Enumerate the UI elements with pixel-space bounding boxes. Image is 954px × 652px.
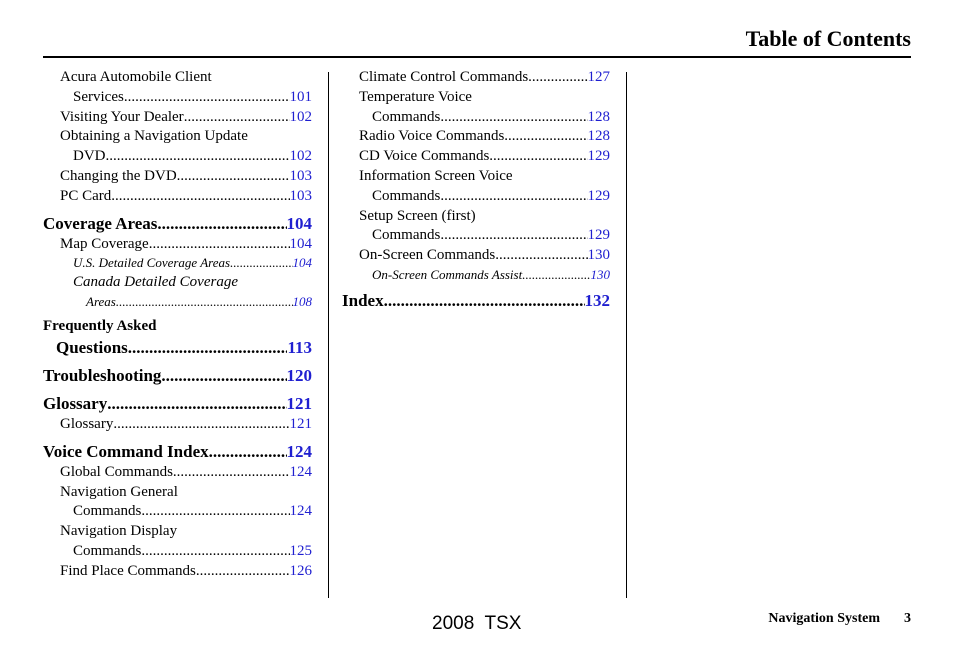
toc-entry[interactable]	[342, 266, 610, 285]
toc-column-left	[43, 68, 312, 582]
toc-page-link[interactable]: 104	[292, 255, 312, 271]
dot-leader	[113, 415, 289, 435]
toc-entry[interactable]	[43, 502, 312, 522]
dot-leader	[128, 337, 288, 359]
toc-section-entry[interactable]	[43, 337, 312, 359]
dot-leader	[440, 187, 587, 207]
toc-entry[interactable]	[342, 187, 610, 207]
toc-entry	[43, 127, 312, 147]
toc-page-link[interactable]: 126	[289, 562, 312, 579]
toc-page-link[interactable]: 101	[289, 88, 312, 105]
toc-entry-label: Index	[342, 291, 384, 311]
toc-entry	[43, 522, 312, 542]
toc-entry-label: Information Screen Voice	[359, 167, 513, 184]
dot-leader	[124, 88, 290, 108]
toc-entry[interactable]	[43, 463, 312, 483]
toc-page-link[interactable]: 128	[587, 128, 610, 145]
toc-section-entry[interactable]	[43, 441, 312, 463]
toc-page-link[interactable]: 132	[584, 291, 610, 311]
toc-entry-label: Services	[73, 88, 124, 105]
toc-entry[interactable]	[43, 167, 312, 187]
toc-page-link[interactable]: 129	[587, 187, 610, 204]
toc-entry-label: Obtaining a Navigation Update	[60, 128, 248, 145]
toc-entry[interactable]	[43, 542, 312, 562]
toc-entry-label: Commands	[73, 503, 142, 520]
toc-entry-label: Glossary	[43, 393, 108, 413]
toc-entry-label: Commands	[73, 542, 142, 559]
toc-entry-label: Acura Automobile Client	[60, 69, 212, 85]
toc-entry	[43, 483, 312, 503]
page-number: 3	[904, 611, 911, 626]
dot-leader	[106, 147, 290, 167]
column-divider-left	[328, 72, 329, 598]
dot-leader	[384, 290, 585, 312]
dot-leader	[196, 562, 290, 582]
toc-page-link[interactable]: 130	[587, 247, 610, 264]
toc-page-link[interactable]: 124	[286, 441, 312, 461]
toc-section-entry	[43, 317, 312, 337]
toc-section-entry[interactable]	[43, 393, 312, 415]
toc-page-link[interactable]: 104	[286, 213, 312, 233]
dot-leader	[522, 266, 590, 285]
toc-entry-label: On-Screen Commands Assist	[372, 266, 523, 282]
column-divider-right	[626, 72, 627, 598]
dot-leader	[209, 441, 287, 463]
toc-entry[interactable]	[43, 187, 312, 207]
toc-entry	[342, 88, 610, 108]
dot-leader	[161, 365, 286, 387]
toc-section-entry[interactable]	[342, 290, 610, 312]
toc-entry-label: Global Commands	[60, 463, 173, 480]
dot-leader	[495, 246, 587, 266]
toc-page-link[interactable]: 108	[292, 293, 312, 309]
toc-entry-label: Find Place Commands	[60, 562, 196, 579]
dot-leader	[141, 542, 289, 562]
toc-entry-label: Canada Detailed Coverage	[73, 273, 238, 290]
toc-entry-label: Frequently Asked	[43, 318, 157, 335]
toc-page-link[interactable]: 121	[286, 393, 312, 413]
toc-page-link[interactable]: 124	[289, 503, 312, 520]
dot-leader	[440, 226, 587, 246]
toc-page-link[interactable]: 129	[587, 227, 610, 244]
toc-entry	[43, 273, 312, 293]
toc-entry[interactable]	[43, 415, 312, 435]
toc-entry-label: Commands	[372, 187, 441, 204]
toc-column-middle	[342, 68, 610, 312]
toc-entry-label: U.S. Detailed Coverage Areas	[73, 255, 231, 271]
toc-entry-label: Visiting Your Dealer	[60, 108, 184, 125]
dot-leader	[116, 293, 293, 312]
header-rule	[43, 56, 911, 58]
toc-section-entry[interactable]	[43, 213, 312, 235]
page-title: Table of Contents	[745, 26, 911, 51]
toc-page-link[interactable]: 121	[289, 415, 312, 432]
toc-entry	[43, 68, 312, 88]
toc-entry-label: DVD	[73, 148, 106, 165]
toc-entry-label: Navigation Display	[60, 523, 178, 540]
toc-page-link[interactable]: 102	[289, 148, 312, 165]
toc-entry-label: Questions	[56, 337, 128, 357]
toc-entry[interactable]	[342, 226, 610, 246]
toc-entry[interactable]	[43, 254, 312, 273]
toc-page-link[interactable]: 125	[289, 542, 312, 559]
toc-entry[interactable]	[342, 147, 610, 167]
toc-entry-label: Voice Command Index	[43, 441, 209, 461]
dot-leader	[489, 147, 587, 167]
toc-entry-label: Changing the DVD	[60, 167, 177, 184]
toc-entry-label: Commands	[372, 108, 441, 125]
dot-leader	[504, 127, 587, 147]
toc-entry-label: Map Coverage	[60, 235, 149, 252]
toc-entry[interactable]	[43, 562, 312, 582]
toc-page-link[interactable]: 129	[587, 148, 610, 165]
toc-entry-label: Setup Screen (first)	[359, 207, 476, 224]
toc-entry-label: Navigation General	[60, 483, 178, 500]
toc-page-link[interactable]: 127	[587, 69, 610, 85]
toc-section-entry[interactable]	[43, 365, 312, 387]
toc-entry[interactable]	[342, 127, 610, 147]
toc-entry-label: Commands	[372, 227, 441, 244]
dot-leader	[157, 213, 286, 235]
toc-entry[interactable]	[43, 293, 312, 312]
toc-entry-label: On-Screen Commands	[359, 247, 496, 264]
toc-page-link[interactable]: 102	[289, 108, 312, 125]
toc-entry-label: Troubleshooting	[43, 365, 162, 385]
toc-entry-label: Glossary	[60, 415, 114, 432]
toc-entry[interactable]	[43, 147, 312, 167]
toc-entry[interactable]	[43, 88, 312, 108]
dot-leader	[528, 68, 587, 88]
dot-leader	[107, 393, 286, 415]
dot-leader	[440, 108, 587, 128]
toc-entry-label: Climate Control Commands	[359, 69, 529, 85]
toc-entry	[342, 207, 610, 227]
page-footer	[768, 611, 911, 627]
toc-page-link[interactable]: 130	[590, 266, 610, 282]
toc-entry[interactable]	[43, 235, 312, 255]
toc-entry-label: CD Voice Commands	[359, 148, 490, 165]
toc-entry[interactable]	[342, 246, 610, 266]
toc-page-link[interactable]: 104	[289, 235, 312, 252]
toc-page-link[interactable]: 128	[587, 108, 610, 125]
dot-leader	[149, 235, 290, 255]
vehicle-model-label: 2008 TSX	[432, 613, 522, 634]
dot-leader	[173, 463, 290, 483]
toc-entry-label: PC Card	[60, 187, 112, 204]
dot-leader	[141, 502, 289, 522]
toc-page-link[interactable]: 113	[287, 337, 312, 357]
toc-page-link[interactable]: 120	[286, 365, 312, 385]
toc-entry[interactable]	[342, 68, 610, 88]
toc-page-link[interactable]: 103	[289, 167, 312, 184]
dot-leader	[184, 108, 290, 128]
dot-leader	[177, 167, 290, 187]
toc-page-link[interactable]: 124	[289, 463, 312, 480]
footer-section-label: Navigation System	[768, 611, 880, 626]
toc-entry-label: Areas	[86, 293, 116, 309]
dot-leader	[230, 254, 292, 273]
toc-page-link[interactable]: 103	[289, 187, 312, 204]
toc-entry-label: Radio Voice Commands	[359, 128, 505, 145]
toc-entry-label: Coverage Areas	[43, 213, 158, 233]
toc-entry[interactable]	[342, 108, 610, 128]
dot-leader	[111, 187, 289, 207]
toc-entry-label: Temperature Voice	[359, 88, 472, 105]
toc-entry[interactable]	[43, 108, 312, 128]
toc-entry	[342, 167, 610, 187]
